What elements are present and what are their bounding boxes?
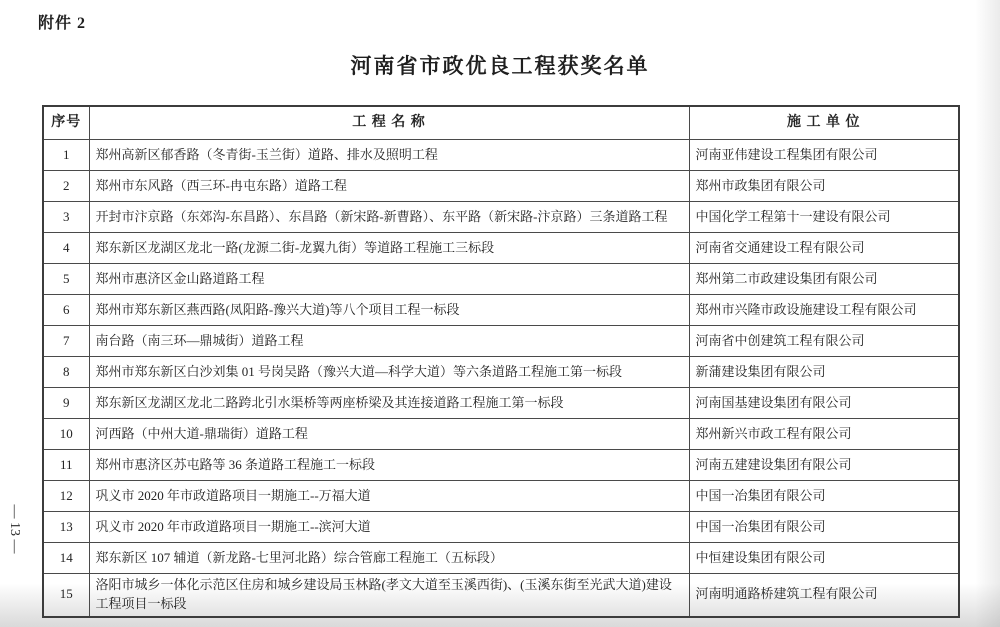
contractor-cell: 河南五建建设集团有限公司 (689, 450, 959, 481)
project-name-cell: 郑州市惠济区金山路道路工程 (89, 264, 689, 295)
table-row (43, 419, 959, 450)
contractor-cell: 中国化学工程第十一建设有限公司 (689, 202, 959, 233)
row-number-cell: 12 (43, 481, 89, 512)
project-name-cell: 郑州高新区郁香路（冬青街-玉兰街）道路、排水及照明工程 (89, 140, 689, 171)
contractor-cell: 郑州市兴隆市政设施建设工程有限公司 (689, 295, 959, 326)
row-number-cell: 3 (43, 202, 89, 233)
row-number-cell: 13 (43, 512, 89, 543)
contractor-cell: 中国一冶集团有限公司 (689, 481, 959, 512)
table-row (43, 233, 959, 264)
contractor-cell: 郑州第二市政建设集团有限公司 (689, 264, 959, 295)
contractor-cell: 中国一冶集团有限公司 (689, 512, 959, 543)
row-number-cell: 4 (43, 233, 89, 264)
contractor-cell: 中恒建设集团有限公司 (689, 543, 959, 574)
project-name-cell: 郑州市郑东新区燕西路(凤阳路-豫兴大道)等八个项目工程一标段 (89, 295, 689, 326)
table-row (43, 326, 959, 357)
header-no: 序号 (43, 106, 89, 140)
table-row (43, 140, 959, 171)
contractor-cell: 郑州市政集团有限公司 (689, 171, 959, 202)
table-body (43, 140, 959, 617)
table-header-row (43, 106, 959, 140)
row-number-cell: 5 (43, 264, 89, 295)
table-row (43, 171, 959, 202)
row-number-cell: 11 (43, 450, 89, 481)
contractor-cell: 郑州新兴市政工程有限公司 (689, 419, 959, 450)
row-number-cell: 15 (43, 574, 89, 617)
award-table (42, 105, 960, 618)
row-number-cell: 1 (43, 140, 89, 171)
contractor-cell: 河南省中创建筑工程有限公司 (689, 326, 959, 357)
contractor-cell: 新蒲建设集团有限公司 (689, 357, 959, 388)
header-project-name: 工 程 名 称 (89, 106, 689, 140)
project-name-cell: 郑州市惠济区苏屯路等 36 条道路工程施工一标段 (89, 450, 689, 481)
project-name-cell: 河西路（中州大道-鼎瑞街）道路工程 (89, 419, 689, 450)
page-title: 河南省市政优良工程获奖名单 (350, 55, 650, 78)
project-name-cell: 郑州市东风路（西三环-冉屯东路）道路工程 (89, 171, 689, 202)
contractor-cell: 河南国基建设集团有限公司 (689, 388, 959, 419)
row-number-cell: 10 (43, 419, 89, 450)
project-name-cell: 洛阳市城乡一体化示范区住房和城乡建设局玉林路(孝文大道至玉溪西街)、(玉溪东街至光武大道)建设工程项目一标段 (89, 574, 689, 617)
table-row (43, 357, 959, 388)
project-name-cell: 郑东新区龙湖区龙北二路跨北引水渠桥等两座桥梁及其连接道路工程施工第一标段 (89, 388, 689, 419)
row-number-cell: 7 (43, 326, 89, 357)
project-name-cell: 郑东新区 107 辅道（新龙路-七里河北路）综合管廊工程施工（五标段） (89, 543, 689, 574)
row-number-cell: 6 (43, 295, 89, 326)
table-row (43, 481, 959, 512)
contractor-cell: 河南省交通建设工程有限公司 (689, 233, 959, 264)
header-contractor: 施 工 单 位 (689, 106, 959, 140)
project-name-cell: 南台路（南三环—鼎城街）道路工程 (89, 326, 689, 357)
project-name-cell: 郑州市郑东新区白沙刘集 01 号岗吴路（豫兴大道—科学大道）等六条道路工程施工第一标段 (89, 357, 689, 388)
table-row (43, 543, 959, 574)
project-name-cell: 郑东新区龙湖区龙北一路(龙源二街-龙翼九街）等道路工程施工三标段 (89, 233, 689, 264)
table-row (43, 264, 959, 295)
project-name-cell: 巩义市 2020 年市政道路项目一期施工--滨河大道 (89, 512, 689, 543)
table-row (43, 512, 959, 543)
project-name-cell: 开封市汴京路（东郊沟-东昌路）、东昌路（新宋路-新曹路）、东平路（新宋路-汴京路）三条道路工程 (89, 202, 689, 233)
row-number-cell: 8 (43, 357, 89, 388)
attachment-label: 附件 2 (38, 15, 87, 32)
row-number-cell: 9 (43, 388, 89, 419)
contractor-cell: 河南亚伟建设工程集团有限公司 (689, 140, 959, 171)
page-number: — 13 — (7, 504, 22, 554)
table-row (43, 450, 959, 481)
table-row (43, 574, 959, 617)
row-number-cell: 2 (43, 171, 89, 202)
table-row (43, 388, 959, 419)
table-row (43, 202, 959, 233)
table-row (43, 295, 959, 326)
project-name-cell: 巩义市 2020 年市政道路项目一期施工--万福大道 (89, 481, 689, 512)
contractor-cell: 河南明通路桥建筑工程有限公司 (689, 574, 959, 617)
row-number-cell: 14 (43, 543, 89, 574)
